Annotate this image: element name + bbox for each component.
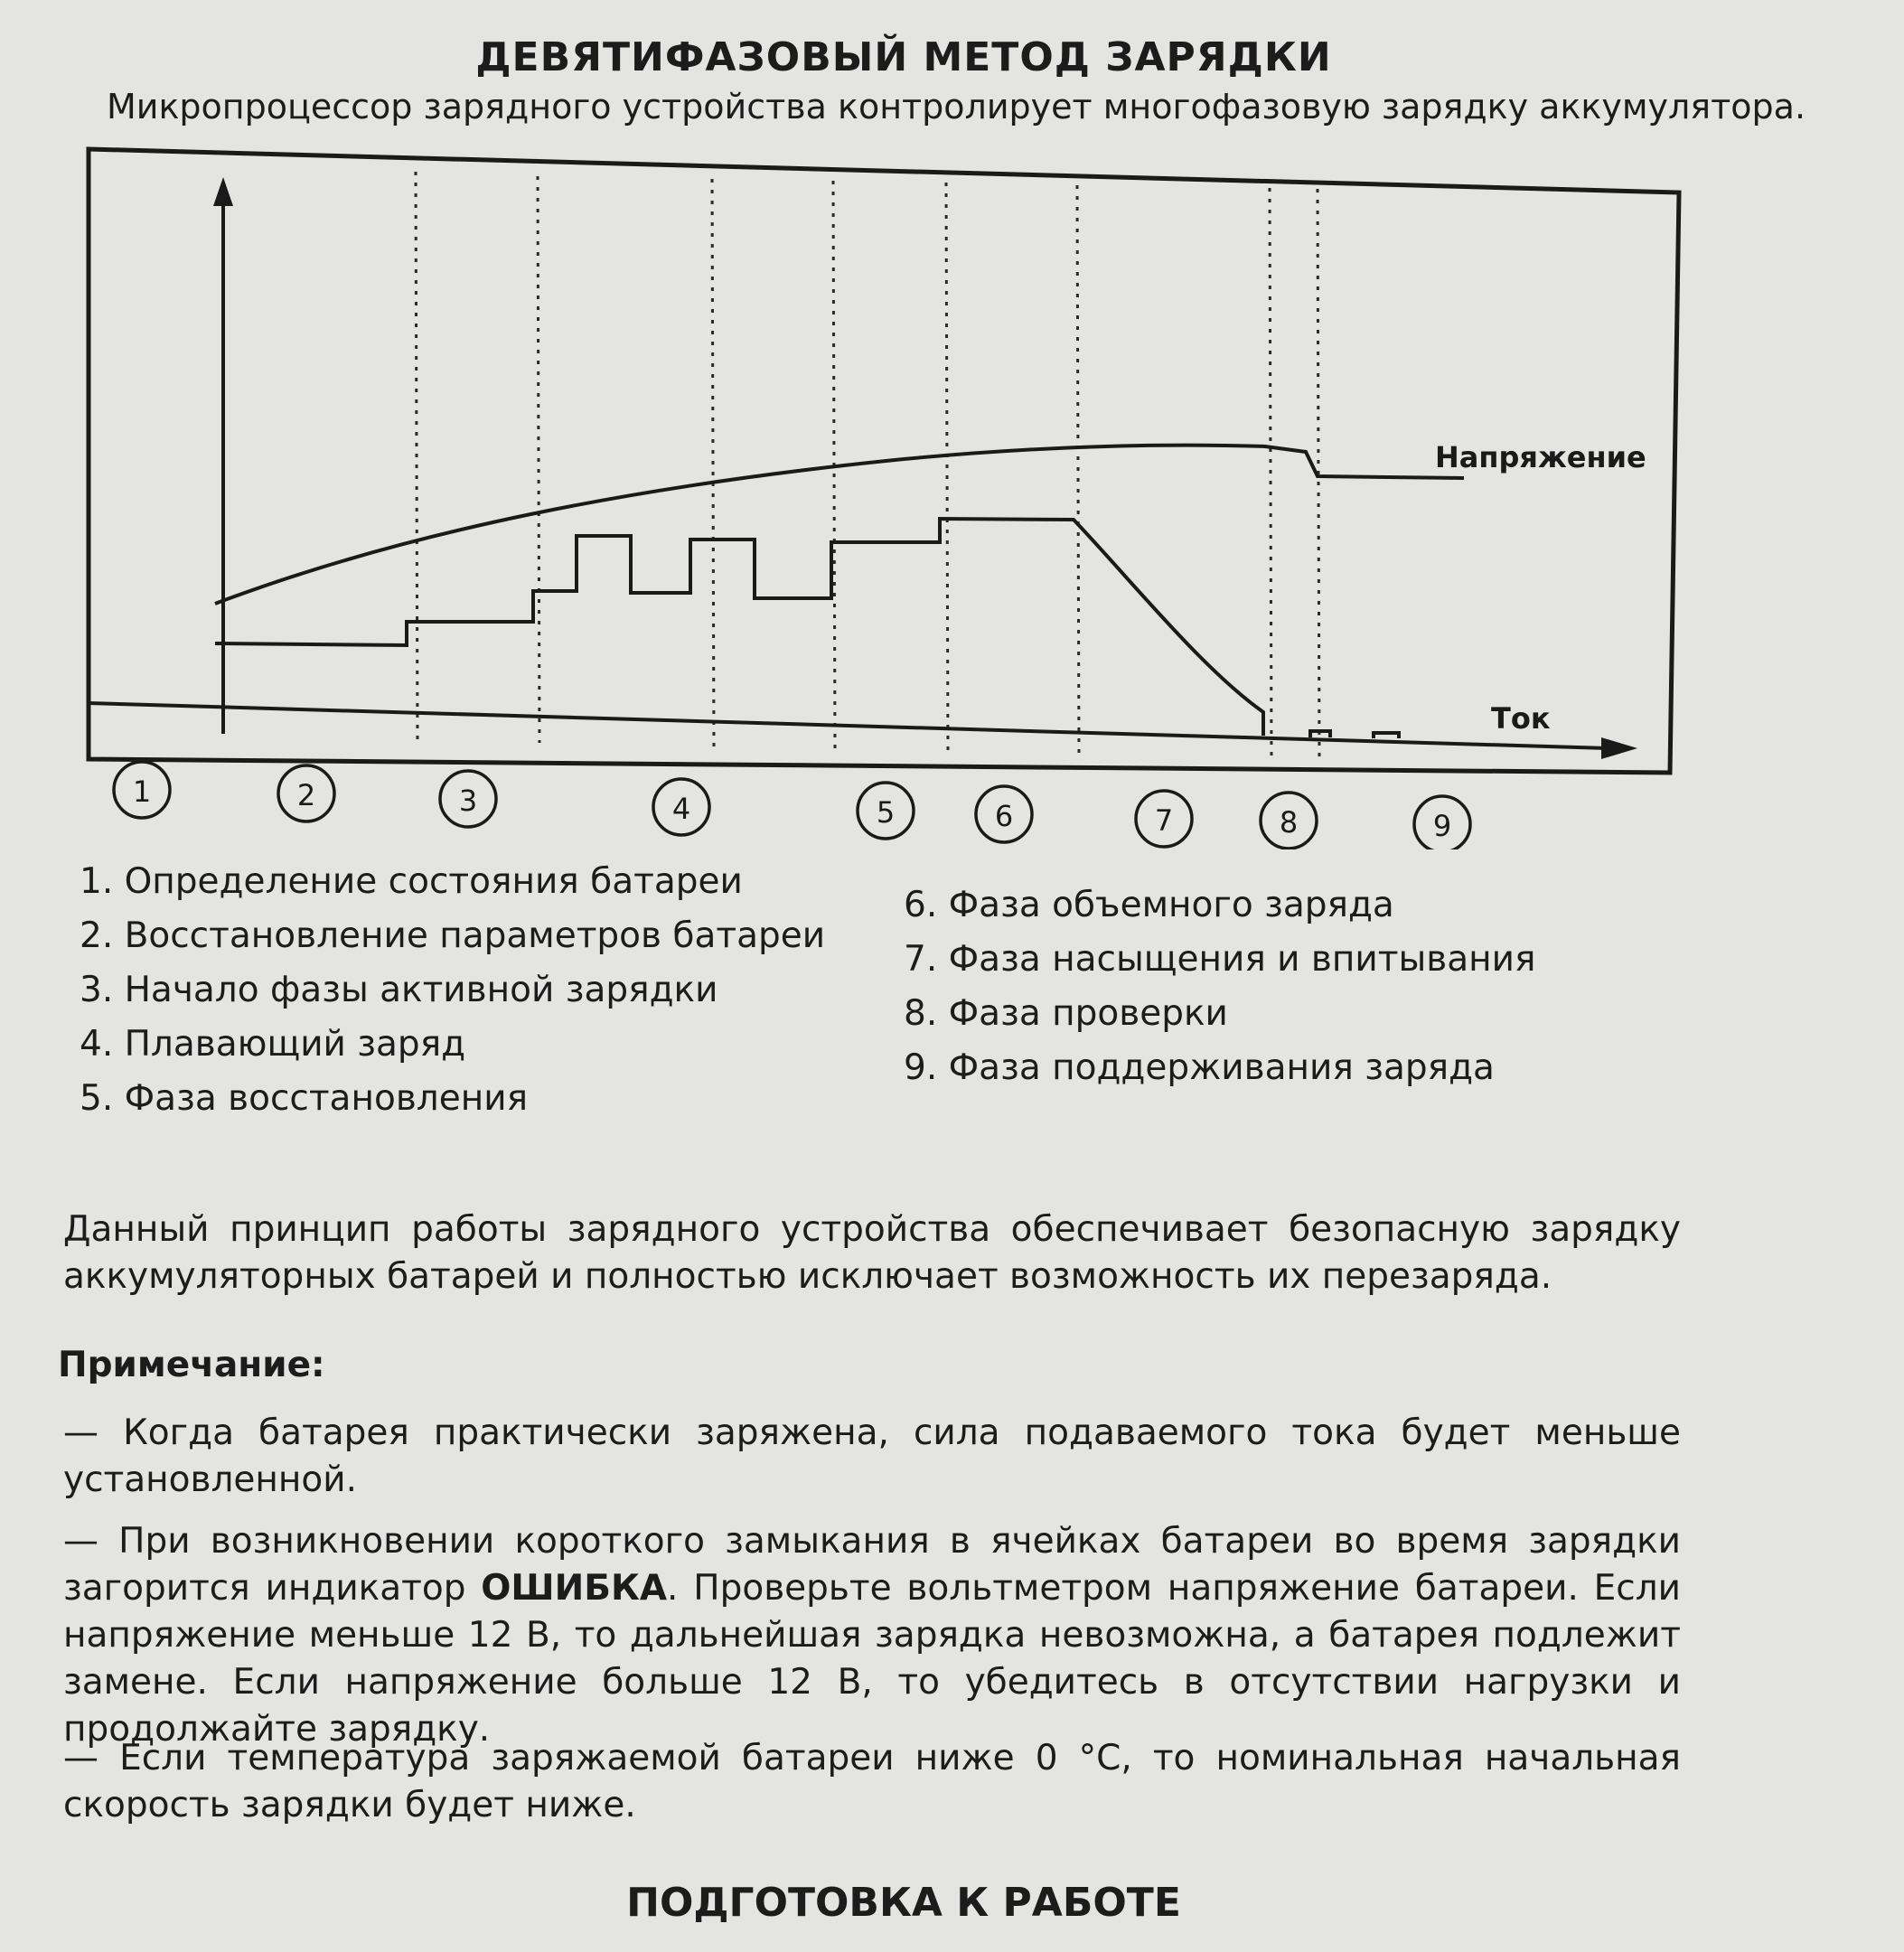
separator-7: [1270, 188, 1271, 755]
phase-markers: [114, 762, 1470, 849]
separator-6: [1077, 185, 1079, 753]
legend-item: 5. Фаза восстановления: [80, 1078, 529, 1119]
phase-legend-right: [904, 878, 1535, 1095]
legend-item: 3. Начало фазы активной зарядки: [80, 970, 718, 1010]
phase-legend-left: [80, 855, 825, 1126]
note-item-3: — Если температура заряжаемой батареи ниже 0 °С, то номинальная начальная скорость зарядки будет ниже.: [63, 1738, 1681, 1825]
voltage-label: Напряжение: [1435, 440, 1646, 474]
legend-item: 6. Фаза объемного заряда: [904, 885, 1394, 925]
phase-number-4: 4: [671, 792, 691, 826]
separator-5: [946, 183, 948, 750]
phase-number-5: 5: [876, 795, 896, 830]
principle-paragraph: Данный принцип работы зарядного устройства обеспечивает безопасную зарядку аккумуляторных батарей и полностью исключает возможность их перезаряда.: [63, 1209, 1681, 1297]
current-label: Ток: [1491, 701, 1551, 736]
phase-number-2: 2: [296, 778, 316, 812]
phase-number-1: 1: [132, 774, 152, 809]
horizontal-axis-arrow: [1601, 737, 1637, 759]
separator-1: [416, 172, 417, 741]
note-title: Примечание:: [58, 1345, 325, 1385]
legend-item: 9. Фаза поддерживания заряда: [904, 1047, 1495, 1088]
note-item-1: — Когда батарея практически заряжена, сила подаваемого тока будет меньше установленной.: [63, 1412, 1681, 1500]
note-item-2-start: — При возникновении короткого замыкания в ячейках батареи во время зарядки загорится индикатор: [63, 1521, 1681, 1609]
legend-item: 8. Фаза проверки: [904, 993, 1228, 1034]
phase-number-9: 9: [1432, 809, 1452, 843]
separator-2: [538, 176, 539, 743]
next-section-heading: ПОДГОТОВКА К РАБОТЕ: [626, 1880, 1181, 1926]
note-item-2-end: . Проверьте вольтметром напряжение батареи. Если напряжение меньше 12 В, то дальнейшая зарядка невозможна, а батарея подлежит замене. Если напряжение больше 12 В, то убедитесь в отсутствии нагрузки и продолжайте зарядку.: [63, 1568, 1682, 1750]
voltage-curve: [215, 446, 1464, 604]
note-item-2: [63, 1518, 1681, 1753]
separator-3: [712, 179, 714, 746]
legend-item: 7. Фаза насыщения и впитывания: [904, 939, 1536, 980]
intro-text: Микропроцессор зарядного устройства контролирует многофазовую зарядку аккумулятора.: [107, 87, 1806, 127]
phase-number-7: 7: [1154, 803, 1174, 838]
phase-number-6: 6: [994, 799, 1014, 833]
separator-4: [833, 181, 835, 748]
phase-number-8: 8: [1279, 805, 1299, 840]
phase-number-3: 3: [458, 784, 478, 818]
legend-item: 4. Плавающий заряд: [80, 1024, 466, 1065]
legend-item: 1. Определение состояния батареи: [80, 861, 743, 902]
horizontal-axis: [89, 703, 1609, 748]
page-heading: ДЕВЯТИФАЗОВЫЙ МЕТОД ЗАРЯДКИ: [475, 34, 1332, 80]
legend-item: 2. Восстановление параметров батареи: [80, 915, 826, 956]
current-curve: [215, 519, 1399, 738]
error-indicator-name: ОШИБКА: [481, 1568, 668, 1609]
charging-diagram: [0, 0, 1904, 849]
vertical-axis-arrow: [213, 177, 233, 206]
